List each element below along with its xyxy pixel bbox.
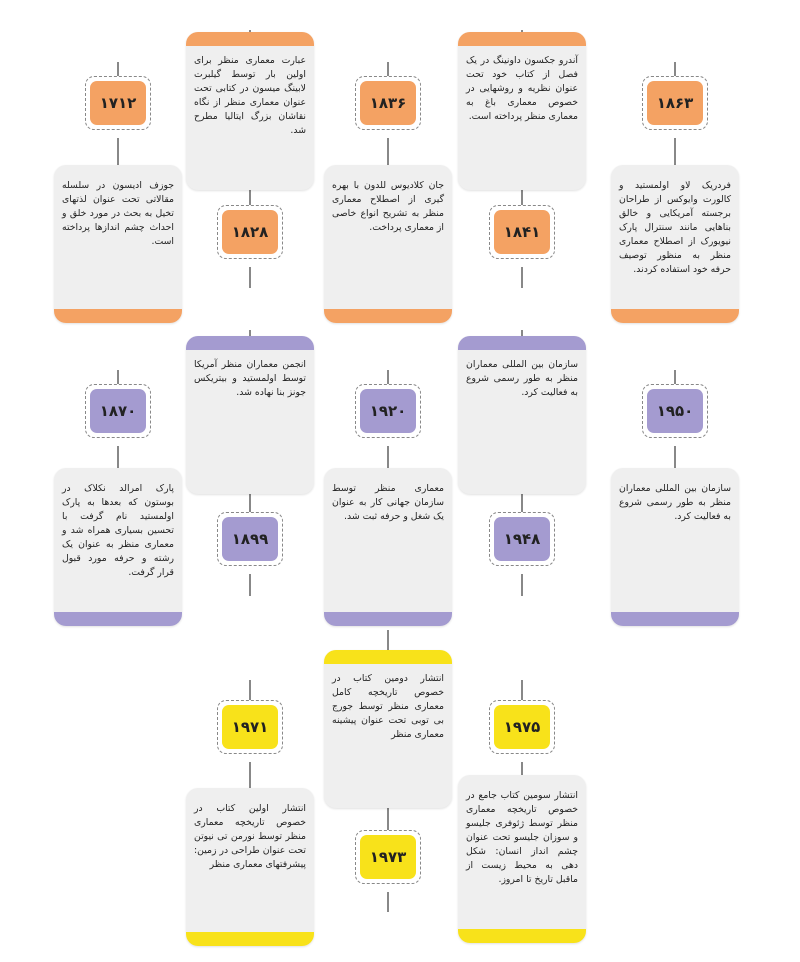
year-box-1975 (489, 700, 555, 754)
event-text-1975: انتشار سومین کتاب جامع در خصوص تاریخچه معماری منظر توسط ژئوفری جلیسو و سوزان جلیسو تحت عنوان چشم انداز انسان: شکل دهی به محیط زیست از ماقبل تاریخ تا امروز. (466, 790, 578, 885)
year-box-1836 (355, 76, 421, 130)
card-band (324, 309, 452, 323)
event-text-1973: انتشار دومین کتاب در خصوص تاریخچه کامل معماری منظر توسط جورج بی توبی تحت عنوان پیشینه معماری منظر (332, 673, 444, 740)
year-label-1712: ۱۷۱۲ (90, 81, 146, 125)
card-band (186, 932, 314, 946)
card-band (324, 612, 452, 626)
event-card-1863 (611, 165, 739, 323)
year-box-1971 (217, 700, 283, 754)
year-label-1950: ۱۹۵۰ (647, 389, 703, 433)
event-text-1863: فردریک لاو اولمستید و کالورت وایوکس از طراحان برجسته آمریکایی و خالق بناهایی مانند سنترال پارک نیویورک از اصطلاح معماری منظر به منظور توصیف حرفه خود استفاده کردند. (619, 180, 731, 275)
event-text-1920: معماری منظر توسط سازمان جهانی کار به عنوان یک شغل و حرفه ثبت شد. (332, 483, 444, 522)
event-text-1971: انتشار اولین کتاب در خصوص تاریخچه معماری منظر توسط نورمن تی نیوتن تحت عنوان طراحی در زمین: پیشرفتهای معماری منظر (194, 803, 306, 870)
event-card-1975 (458, 775, 586, 943)
event-text-1870: پارک امرالد نکلاک در بوستون که بعدها به پارک اولمستید نام گرفت با تحسین بسیاری همراه شد و معماری منظر به عنوان یک رشته و حرفه مورد قبول قرار گرفت. (62, 483, 174, 578)
event-card-1712 (54, 165, 182, 323)
event-text-1828: عبارت معماری منظر برای اولین بار توسط گیلبرت لابینگ میسون در کتابی تحت عنوان معماری منظر از نگاه نقاشان بزرگ ایتالیا مطرح شد. (194, 55, 306, 136)
year-box-1712 (85, 76, 151, 130)
year-box-1870 (85, 384, 151, 438)
event-text-1948: سازمان بین المللی معماران منظر به طور رسمی شروع به فعالیت کرد. (466, 359, 578, 398)
event-text-1836: جان کلادیوس للدون با بهره گیری از اصطلاح معماری منظر به تشریح انواع خاصی از معماری پرداخت. (332, 180, 444, 233)
year-box-1863 (642, 76, 708, 130)
event-text-1712: جوزف ادیسون در سلسله مقالاتی تحت عنوان لذتهای تخیل به بحث در مورد خلق و احداث چشم اندازها پرداخته است. (62, 180, 174, 247)
year-box-1950 (642, 384, 708, 438)
event-card-1973 (324, 650, 452, 808)
event-text-1899: انجمن معماران منظر آمریکا توسط اولمستید و بیتریکس جونز بنا نهاده شد. (194, 359, 306, 398)
event-card-1971 (186, 788, 314, 946)
year-label-1948: ۱۹۴۸ (494, 517, 550, 561)
year-label-1920: ۱۹۲۰ (360, 389, 416, 433)
card-band (186, 32, 314, 46)
year-box-1973 (355, 830, 421, 884)
card-band (611, 309, 739, 323)
year-label-1975: ۱۹۷۵ (494, 705, 550, 749)
card-band (324, 650, 452, 664)
year-label-1836: ۱۸۳۶ (360, 81, 416, 125)
card-band (54, 612, 182, 626)
event-card-1841 (458, 32, 586, 190)
year-label-1863: ۱۸۶۳ (647, 81, 703, 125)
event-card-1828 (186, 32, 314, 190)
year-label-1899: ۱۸۹۹ (222, 517, 278, 561)
year-label-1870: ۱۸۷۰ (90, 389, 146, 433)
event-card-1836 (324, 165, 452, 323)
event-text-1841: آندرو جکسون داونینگ در یک فصل از کتاب خود تحت عنوان نظریه و روشهایی در خصوص معماری باغ به معماری منظر پرداخته است. (466, 55, 578, 122)
card-band (611, 612, 739, 626)
year-label-1841: ۱۸۴۱ (494, 210, 550, 254)
event-text-1950: سازمان بین المللی معماران منظر به طور رسمی شروع به فعالیت کرد. (619, 483, 731, 522)
year-box-1948 (489, 512, 555, 566)
event-card-1920 (324, 468, 452, 626)
year-label-1973: ۱۹۷۳ (360, 835, 416, 879)
year-box-1899 (217, 512, 283, 566)
event-card-1948 (458, 336, 586, 494)
card-band (458, 929, 586, 943)
card-band (54, 309, 182, 323)
card-band (458, 32, 586, 46)
year-box-1828 (217, 205, 283, 259)
event-card-1950 (611, 468, 739, 626)
card-band (458, 336, 586, 350)
event-card-1899 (186, 336, 314, 494)
card-band (186, 336, 314, 350)
year-label-1828: ۱۸۲۸ (222, 210, 278, 254)
event-card-1870 (54, 468, 182, 626)
year-box-1841 (489, 205, 555, 259)
year-label-1971: ۱۹۷۱ (222, 705, 278, 749)
year-box-1920 (355, 384, 421, 438)
